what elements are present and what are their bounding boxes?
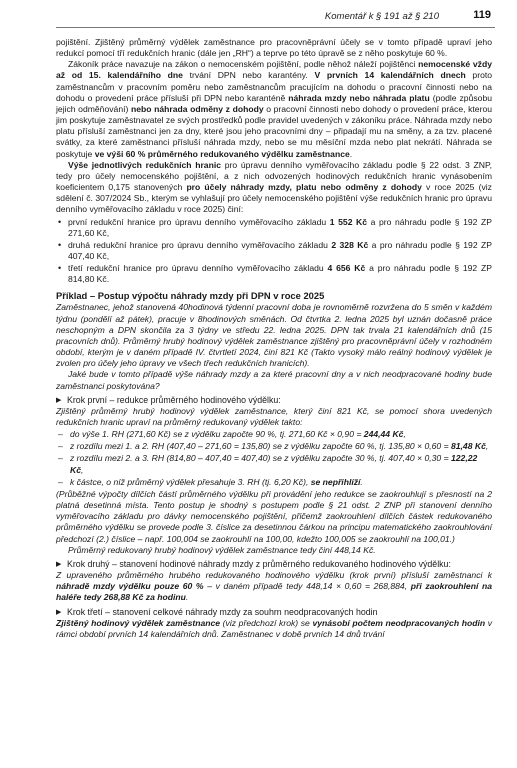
emphasis: 244,44 Kč	[363, 429, 404, 440]
text: o pracovní činnosti nebo dohody o provedení práce, kterou jim poskytuje zaměstnavatel ze svých prostředků podle pravidel uvedených v zákoníku práce. Náhrada mzdy nebo platu přísluší zaměstnanci jen za dny, které jsou jeho pracovními dny – připadají mu na směny, a za tzv. placené svátky, za které zaměstnanci přísluší náhrada mzdy, nebo se mu měsíční mzda nebo plat nekrátí. Náhrada se poskytuje	[56, 103, 493, 159]
emphasis: 2 328 Kč	[331, 239, 369, 250]
example-title: Příklad – Postup výpočtu náhrady mzdy při DPN v roce 2025	[56, 290, 325, 302]
text: Zákoník práce navazuje na zákon o nemocenském pojištění, podle něhož náleží pojištěnci	[68, 59, 419, 70]
running-title: Komentář k § 191 až § 210	[324, 11, 439, 22]
emphasis: ve výši 60 % průměrného redukovaného výdělku zaměstnance	[94, 148, 350, 159]
step-1-note: (Průběžné výpočty dílčích částí průměrného výdělku při provádění jeho redukce se zaokrouhlují s přesností na 2 platná desetinná místa. Tento postup je shodný s postupem podle § 21 odst. 2 ZNP při stanovení denního vyměřovacího základu pro dávky nemocenského pojištění, přičemž zaokrouhlení dílčích částek redukovaného průměrného výdělku se provede podle 3. číslice za desetinnou čárkou na principu matematického zaokrouhlování předchozí (2.) číslice – např. 100,004 se zaokrouhlí na 100,00, kdežto 100,005 se zaokrouhlí na 100,01.)	[56, 488, 492, 544]
emphasis: pro účely náhrady mzdy, platu nebo odměny z dohody	[186, 182, 422, 193]
text: Z upraveného průměrného hrubého redukovaného hodinového výdělku (krok první) přísluší zaměstnanci k	[56, 570, 492, 581]
page-header	[0, 0, 517, 30]
step-3-title	[56, 607, 492, 618]
text: .	[349, 148, 353, 159]
text: ,	[403, 429, 406, 440]
step-2-title	[56, 559, 492, 570]
step-label: Krok první – redukce průměrného hodinového výdělku:	[67, 394, 281, 405]
emphasis: 1 552 Kč	[329, 216, 368, 227]
emphasis: náhrada mzdy nebo náhrada platu	[288, 92, 430, 103]
emphasis: Zjištěný hodinový výdělek zaměstnance	[56, 617, 221, 628]
emphasis: 81,48 Kč	[450, 441, 486, 452]
reduction-limit-list	[56, 217, 492, 286]
text: v roce 2025 (viz sdělení č. 307/2024 Sb., kterým se vyhlašují pro účely nemocenského pojištění výše redukčních hranic pro úpravu denního vyměřovacího základu v roce 2025) činí:	[56, 182, 492, 215]
example-question: Jaké bude v tomto případě výše náhrady mzdy a za které pracovní dny a v nich neodpracované hodiny bude zaměstnanci poskytována?	[56, 369, 492, 391]
emphasis: Výše jednotlivých redukčních hranic	[68, 159, 221, 170]
paragraph-reduction-limits	[56, 160, 492, 216]
step-label: Krok druhý – stanovení hodinové náhrady mzdy z průměrného redukovaného hodinového výdělku:	[67, 558, 451, 569]
text: ,	[485, 441, 489, 452]
list-item	[56, 217, 492, 239]
step-3-text	[56, 618, 492, 640]
paragraph-continuation: pojištění. Zjištěný průměrný výdělek zaměstnance pro pracovněprávní účely se v tomto případě upraví jeho redukcí pomocí tří redukčních hranic (dále jen „RH“) a teprve po této úpravě se z něho poskytuje 60 %.	[56, 37, 492, 59]
text: k částce, o níž průměrný výdělek přesahuje 3. RH (tj. 6,20 Kč),	[70, 476, 311, 487]
text: z rozdílu mezi 1. a 2. RH (407,40 – 271,60 = 135,80) se z výdělku započte 60 %, tj. 135,80 × 0,60 =	[70, 441, 451, 452]
text: – v daném případě tedy 448,14 × 0,60 = 268,884,	[203, 581, 411, 592]
step-label: Krok třetí – stanovení celkové náhrady mzdy za souhrn neodpracovaných hodin	[67, 606, 378, 617]
emphasis: se nepřihlíží	[310, 476, 361, 487]
text: proto zaměstnancům v pracovním poměru nebo zaměstnancům pracujícím na dohodu o pracovní činnosti nebo na dohodu o provedení práce přísluší při DPN nebo karanténě	[56, 70, 493, 103]
step-2-text	[56, 570, 492, 603]
page-body	[56, 37, 492, 640]
text: druhá redukční hranice pro úpravu denního vyměřovacího základu	[68, 239, 332, 250]
text: pro úpravu denního vyměřovacího základu podle § 22 odst. 3 ZNP, tedy pro účely nemocenského pojištění, a z nich odvozených hodinových redukčních hranic vynásobením koeficientem 0,175 stanovených	[56, 159, 492, 193]
step-1-result: Průměrný redukovaný hrubý hodinový výdělek zaměstnance tedy činí 448,14 Kč.	[68, 544, 376, 555]
text: z rozdílu mezi 2. a 3. RH (814,80 – 407,40 = 407,40) se z výdělku započte 30 %, tj. 407,40 × 0,30 =	[70, 453, 451, 464]
text: ,	[81, 464, 84, 475]
example-intro: Zaměstnanec, jehož stanovená 40hodinová týdenní pracovní doba je rovnoměrně rozvržena do 5 směn v každém týdnu (pondělí až pátek), pracuje v 8hodinových směnách. Od čtvrtka 2. ledna 2025 byl uznán dočasně práce neschopným a DPN skončila za 3 týdny ve středu 22. ledna 2025. DPN tak trvala 21 kalendářních dnů (15 pracovních dnů). Průměrný hrubý hodinový výdělek zaměstnance zjištěný pro pracovněprávní účely v rozhodném období, kterým je v daném případě IV. čtvrtletí 2024, činí 821 Kč (Takto vysoký málo reálný hodinový výdělek je zvolen pro účely jeho úpravy ve všech třech redukčních hranicích).	[56, 302, 492, 369]
list-item	[56, 441, 492, 452]
page-number: 119	[473, 9, 491, 21]
emphasis: 122,22 Kč	[70, 453, 478, 475]
emphasis: při zaokrouhlení na haléře tedy 268,88 Kč za hodinu	[56, 581, 493, 603]
triangle-right-icon: ▶	[56, 560, 62, 568]
paragraph-sick-leave	[56, 59, 492, 159]
text: do výše 1. RH (271,60 Kč) se z výdělku započte 90 %, tj. 271,60 Kč × 0,90 =	[70, 429, 364, 440]
step-1-title	[56, 395, 492, 406]
text: (podle způsobu jejich odměňování)	[56, 92, 493, 114]
emphasis: náhradě mzdy výdělku pouze 60 %	[56, 581, 204, 592]
text: trvání DPN nebo karantény.	[182, 70, 315, 81]
emphasis: nemocenské vždy až od 15. kalendářního dne	[56, 59, 493, 81]
text: .	[185, 592, 189, 603]
list-item	[56, 477, 492, 488]
list-item	[56, 429, 492, 440]
triangle-right-icon: ▶	[56, 608, 62, 616]
text: a pro náhradu podle § 192 ZP 407,40 Kč,	[68, 239, 493, 261]
list-item	[56, 453, 492, 475]
text: .	[360, 476, 363, 487]
step-1-list	[56, 429, 492, 488]
triangle-right-icon: ▶	[56, 396, 62, 404]
list-item	[56, 263, 492, 285]
text: a pro náhradu podle § 192 ZP 814,80 Kč.	[68, 263, 492, 285]
text: třetí redukční hranice pro úpravu denního vyměřovacího základu	[68, 263, 328, 274]
text: (viz předchozí krok) se	[220, 617, 313, 628]
text: v rámci období prvních 14 kalendářních dnů. Zaměstnanec v době prvních 14 dnů trvání	[56, 617, 493, 639]
text: první redukční hranice pro úpravu denního vyměřovacího základu	[68, 216, 330, 227]
step-1-text: Zjištěný průměrný hrubý hodinový výdělek zaměstnance, který činí 821 Kč, se pomocí shora uvedených redukčních hranic upraví na průměrný redukovaný výdělek takto:	[56, 405, 492, 427]
list-item	[56, 240, 492, 262]
header-rule	[56, 27, 495, 28]
emphasis: V prvních 14 kalendářních dnech	[314, 70, 466, 81]
emphasis: vynásobí počtem neodpracovaných hodin	[312, 617, 486, 628]
emphasis: nebo náhrada odměny z dohody	[130, 103, 264, 114]
emphasis: 4 656 Kč	[327, 263, 366, 274]
text: a pro náhradu podle § 192 ZP 271,60 Kč,	[68, 216, 492, 238]
